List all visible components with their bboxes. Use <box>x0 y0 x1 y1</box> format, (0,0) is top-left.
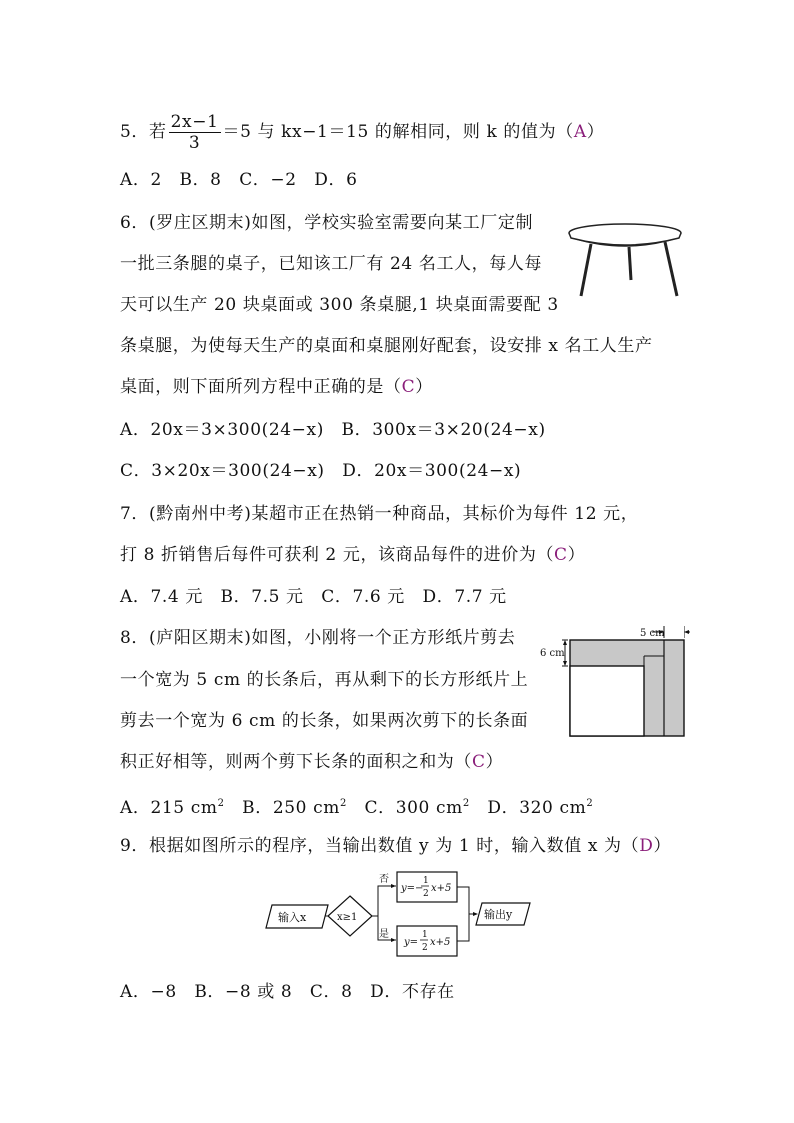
dim6-arrowhead-bottom <box>563 661 567 666</box>
flow-output-label: 输出y <box>484 908 513 921</box>
q6-line2: 一批三条腿的桌子，已知该工厂有 24 名工人，每人每 <box>120 254 543 274</box>
flow-arrowhead-no <box>391 884 396 888</box>
q8-sup-a: 2 <box>217 798 225 809</box>
q8-line3: 剪去一个宽为 6 cm 的长条，如果两次剪下的长条面 <box>120 711 529 731</box>
q8-sup-b: 2 <box>339 798 347 809</box>
q6-line1: 6．(罗庄区期末)如图，学校实验室需要向某工厂定制 <box>120 213 534 233</box>
q8-option-a: A．215 cm <box>120 798 218 818</box>
q6-line3: 天可以生产 20 块桌面或 300 条桌腿,1 块桌面需要配 3 <box>120 295 559 315</box>
q6-answer: C <box>401 377 416 397</box>
q8-option-d: D．320 cm <box>469 798 587 818</box>
q8-line1: 8．(庐阳区期末)如图，小刚将一个正方形纸片剪去 <box>120 628 516 648</box>
q5-fraction <box>169 112 221 153</box>
q6-line4: 条桌腿，为使每天生产的桌面和桌腿刚好配套，设安排 x 名工人生产 <box>120 336 653 356</box>
flow-decision-label: x≥1 <box>337 912 358 923</box>
q9-line1-text: 9．根据如图所示的程序，当输出数值 y 为 1 时，输入数值 x 为（ <box>120 836 640 856</box>
q9-line1 <box>120 834 671 858</box>
q8-line4-text: 积正好相等，则两个剪下长条的面积之和为（ <box>120 752 472 772</box>
q8-line2: 一个宽为 5 cm 的长条后，再从剩下的长方形纸片上 <box>120 670 529 690</box>
q8-option-b: B．250 cm <box>224 798 340 818</box>
flow-upper-prefix: y=− <box>401 883 424 894</box>
q5-options: A．2 B．8 C．−2 D．6 <box>120 170 358 190</box>
table-leg-middle <box>629 247 631 280</box>
flow-input-label: 输入x <box>278 911 307 924</box>
q6-line5-text: 桌面，则下面所列方程中正确的是（ <box>120 377 402 397</box>
q6-close: ） <box>415 377 433 397</box>
flow-upper-frac-den: 2 <box>423 889 429 899</box>
q8-sup-d: 2 <box>586 798 594 809</box>
flow-lower-frac-den: 2 <box>422 943 428 953</box>
q8-line4 <box>120 750 503 774</box>
flow-merge-upper <box>457 887 469 941</box>
flow-lower-suffix: x+5 <box>430 937 451 948</box>
q7-line1: 7．(黔南州中考)某超市正在热销一种商品，其标价为每件 12 元， <box>120 504 639 524</box>
q5-fraction-numerator: 2x−1 <box>170 112 219 132</box>
flow-lower-prefix: y= <box>404 937 419 948</box>
q8-close: ） <box>485 752 504 772</box>
q8-option-c: C．300 cm <box>346 798 463 818</box>
q7-line2-text: 打 8 折销售后每件可获利 2 元，该商品每件的进价为（ <box>120 545 555 565</box>
dim5-arrowhead-right <box>684 630 689 634</box>
program-flowchart <box>262 870 532 962</box>
q9-options: A．−8 B．−8 或 8 C．8 D．不存在 <box>120 982 455 1002</box>
q6-options-ab: A．20x＝3×300(24−x) B．300x＝3×20(24−x) <box>120 420 546 440</box>
q7-options: A．7.4 元 B．7.5 元 C．7.6 元 D．7.7 元 <box>120 587 507 607</box>
flow-upper-frac-num: 1 <box>423 876 429 886</box>
square-strip-figure <box>540 622 690 740</box>
flow-label-no: 否 <box>379 874 389 885</box>
q9-answer: D <box>639 836 654 856</box>
dim6-label: 6 cm <box>540 648 565 659</box>
remaining-square <box>570 666 644 736</box>
q5-stem <box>120 112 604 153</box>
flow-arrowhead-yes <box>391 938 396 942</box>
q5-fraction-denominator: 3 <box>188 133 201 153</box>
dim6-arrowhead-top <box>563 640 567 645</box>
q8-sup-c: 2 <box>462 798 470 809</box>
table-leg-left <box>581 244 591 296</box>
q8-options <box>120 792 593 820</box>
q5-suffix: ＝5 与 kx−1＝15 的解相同，则 k 的值为（ <box>222 122 574 142</box>
table-leg-right <box>665 242 677 296</box>
table-figure <box>565 218 685 300</box>
flow-arrowhead-output <box>473 912 478 916</box>
dim5-label-bg <box>666 625 684 639</box>
q6-line5 <box>120 375 433 399</box>
q5-answer: A <box>573 122 587 142</box>
q7-line2 <box>120 543 585 567</box>
q7-close: ） <box>567 545 586 565</box>
q5-prefix: 5．若 <box>120 122 167 142</box>
dim5-label: 5 cm <box>640 628 665 639</box>
q9-close: ） <box>653 836 672 856</box>
flow-branch-no <box>372 886 396 916</box>
flow-upper-suffix: x+5 <box>431 883 452 894</box>
q5-close: ） <box>586 122 605 142</box>
q7-answer: C <box>554 545 568 565</box>
flow-lower-frac-num: 1 <box>422 930 428 940</box>
q6-options-cd: C．3×20x＝300(24−x) D．20x＝300(24−x) <box>120 461 522 481</box>
q8-answer: C <box>472 752 486 772</box>
flow-label-yes: 是 <box>379 929 389 940</box>
